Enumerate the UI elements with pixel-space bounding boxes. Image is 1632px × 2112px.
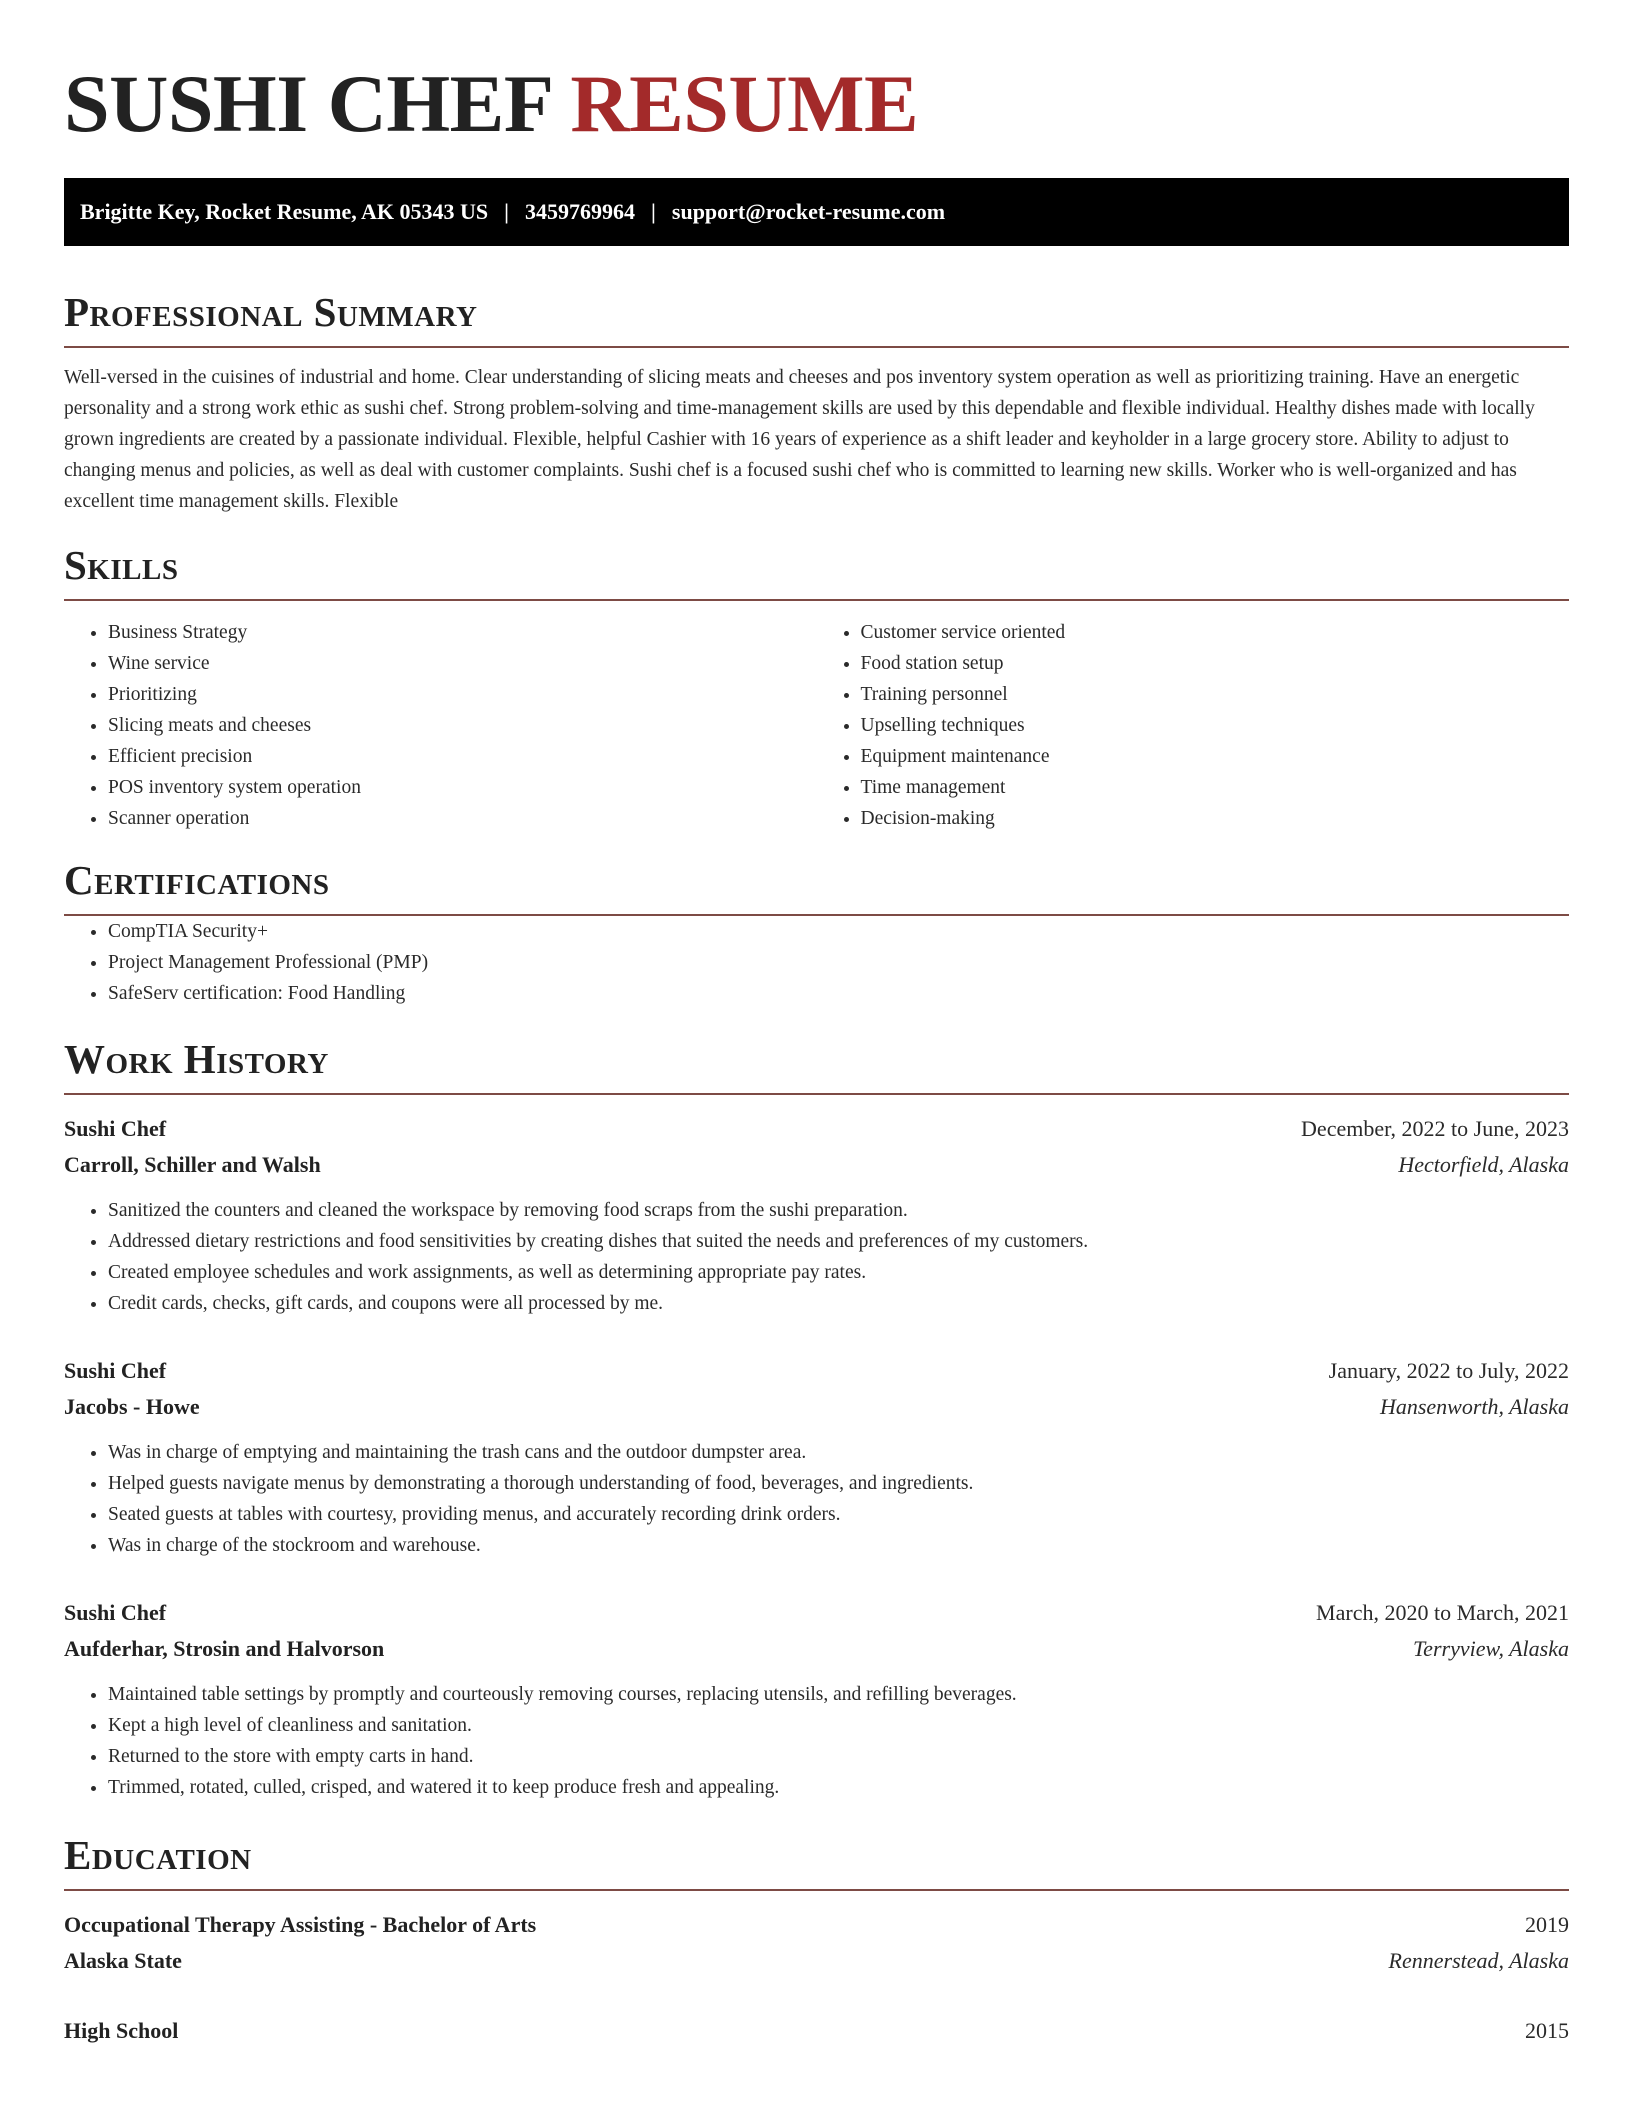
skills-grid xyxy=(64,617,1569,834)
job-duties-list xyxy=(64,1437,1569,1561)
job-duty-item: • Helped guests navigate menus by demonstrating a thorough understanding of food, beverages, and ingredients. xyxy=(108,1468,1569,1499)
job-entry xyxy=(64,1595,1569,1803)
education-degree-row xyxy=(64,2013,1569,2049)
job-title-row xyxy=(64,1353,1569,1389)
job-dates: March, 2020 to March, 2021 xyxy=(1316,1600,1569,1625)
job-duty-item: • Was in charge of the stockroom and warehouse. xyxy=(108,1530,1569,1561)
job-dates: January, 2022 to July, 2022 xyxy=(1328,1358,1569,1383)
education-degree-row xyxy=(64,1907,1569,1943)
skills-heading: Skills xyxy=(64,539,1569,601)
job-duty-item: • Was in charge of emptying and maintaining the trash cans and the outdoor dumpster area. xyxy=(108,1437,1569,1468)
certifications-section xyxy=(64,854,1569,1009)
education-location: Rennerstead, Alaska xyxy=(1388,1948,1569,1973)
job-title: Sushi Chef xyxy=(64,1116,167,1141)
job-location: Hectorfield, Alaska xyxy=(1398,1152,1569,1177)
skill-item: • Upselling techniques xyxy=(861,710,1570,741)
skills-list-right xyxy=(817,617,1570,834)
certifications-heading: Certifications xyxy=(64,854,1569,916)
skill-item: • Training personnel xyxy=(861,679,1570,710)
education-school-row xyxy=(64,1943,1569,1979)
skill-item: • Slicing meats and cheeses xyxy=(108,710,817,741)
certification-item: • SafeServ certification: Food Handling xyxy=(108,978,1569,1009)
contact-email[interactable]: support@rocket-resume.com xyxy=(671,199,946,224)
education-year: 2019 xyxy=(1525,1912,1569,1937)
certification-item: • Project Management Professional (PMP) xyxy=(108,947,1569,978)
skills-section xyxy=(64,539,1569,834)
education-school: Alaska State xyxy=(64,1948,182,1973)
resume-title xyxy=(64,0,1569,152)
contact-phone[interactable]: 3459769964 xyxy=(525,199,636,224)
job-company-row xyxy=(64,1389,1569,1425)
job-title: Sushi Chef xyxy=(64,1600,167,1625)
summary-section xyxy=(64,286,1569,517)
skill-item: • Efficient precision xyxy=(108,741,817,772)
work-history-heading: Work History xyxy=(64,1033,1569,1095)
job-duty-item: • Seated guests at tables with courtesy, providing menus, and accurately recording drink orders. xyxy=(108,1499,1569,1530)
education-heading: Education xyxy=(64,1829,1569,1891)
skill-item: • Equipment maintenance xyxy=(861,741,1570,772)
job-title-row xyxy=(64,1595,1569,1631)
summary-text: Well-versed in the cuisines of industrial and home. Clear understanding of slicing meats and cheeses and pos inventory system operation as well as prioritizing training. Have an energetic personality and a strong work ethic as sushi chef. Strong problem-solving and time-management skills are used by this dependable and flexible individual. Healthy dishes made with locally grown ingredients are created by a passionate individual. Flexible, helpful Cashier with 16 years of experience as a shift leader and keyholder in a large grocery store. Ability to adjust to changing menus and policies, as well as deal with customer complaints. Sushi chef is a focused sushi chef who is committed to learning new skills. Worker who is well-organized and has excellent time management skills. Flexible xyxy=(64,367,1535,512)
education-entry xyxy=(64,2013,1569,2049)
education-entry xyxy=(64,1907,1569,1979)
contact-separator: | xyxy=(651,199,656,224)
certifications-list xyxy=(64,916,1569,1009)
contact-address: Brigitte Key, Rocket Resume, AK 05343 US xyxy=(80,199,489,224)
title-main: SUSHI CHEF xyxy=(64,58,551,149)
job-duty-item: • Addressed dietary restrictions and food sensitivities by creating dishes that suited the needs and preferences of my customers. xyxy=(108,1226,1569,1257)
job-duty-item: • Maintained table settings by promptly and courteously removing courses, replacing utensils, and refilling beverages. xyxy=(108,1679,1569,1710)
education-section xyxy=(64,1829,1569,2049)
job-duties-list xyxy=(64,1195,1569,1319)
job-duties-list xyxy=(64,1679,1569,1803)
skill-item: • Customer service oriented xyxy=(861,617,1570,648)
job-entry xyxy=(64,1353,1569,1561)
job-duty-item: • Sanitized the counters and cleaned the workspace by removing food scraps from the sushi preparation. xyxy=(108,1195,1569,1226)
skill-item: • Wine service xyxy=(108,648,817,679)
job-title-row xyxy=(64,1111,1569,1147)
job-entry xyxy=(64,1111,1569,1319)
job-company: Carroll, Schiller and Walsh xyxy=(64,1152,321,1177)
skill-item: • Prioritizing xyxy=(108,679,817,710)
contact-separator: | xyxy=(504,199,510,224)
resume-page xyxy=(64,0,1569,2049)
job-location: Hansenworth, Alaska xyxy=(1379,1394,1569,1419)
skill-item: • Business Strategy xyxy=(108,617,817,648)
summary-heading: Professional Summary xyxy=(64,286,1569,348)
skills-list-left xyxy=(64,617,817,834)
job-duty-item: • Credit cards, checks, gift cards, and coupons were all processed by me. xyxy=(108,1288,1569,1319)
education-degree: Occupational Therapy Assisting - Bachelor of Arts xyxy=(64,1912,537,1937)
skill-item: • POS inventory system operation xyxy=(108,772,817,803)
job-company: Aufderhar, Strosin and Halvorson xyxy=(64,1636,385,1661)
work-history-section xyxy=(64,1033,1569,1803)
certification-item: • CompTIA Security+ xyxy=(108,916,1569,947)
education-year: 2015 xyxy=(1525,2018,1569,2043)
contact-bar xyxy=(64,178,1569,246)
job-duty-item: • Created employee schedules and work assignments, as well as determining appropriate pay rates. xyxy=(108,1257,1569,1288)
job-duty-item: • Returned to the store with empty carts in hand. xyxy=(108,1741,1569,1772)
job-company: Jacobs - Howe xyxy=(64,1394,200,1419)
job-title: Sushi Chef xyxy=(64,1358,167,1383)
skill-item: • Food station setup xyxy=(861,648,1570,679)
job-company-row xyxy=(64,1631,1569,1667)
title-accent: RESUME xyxy=(570,58,919,149)
education-degree: High School xyxy=(64,2018,179,2043)
skill-item: • Decision-making xyxy=(861,803,1570,834)
job-location: Terryview, Alaska xyxy=(1412,1636,1569,1661)
job-duty-item: • Kept a high level of cleanliness and sanitation. xyxy=(108,1710,1569,1741)
job-company-row xyxy=(64,1147,1569,1183)
skill-item: • Scanner operation xyxy=(108,803,817,834)
skill-item: • Time management xyxy=(861,772,1570,803)
job-dates: December, 2022 to June, 2023 xyxy=(1301,1116,1569,1141)
job-duty-item: • Trimmed, rotated, culled, crisped, and watered it to keep produce fresh and appealing. xyxy=(108,1772,1569,1803)
